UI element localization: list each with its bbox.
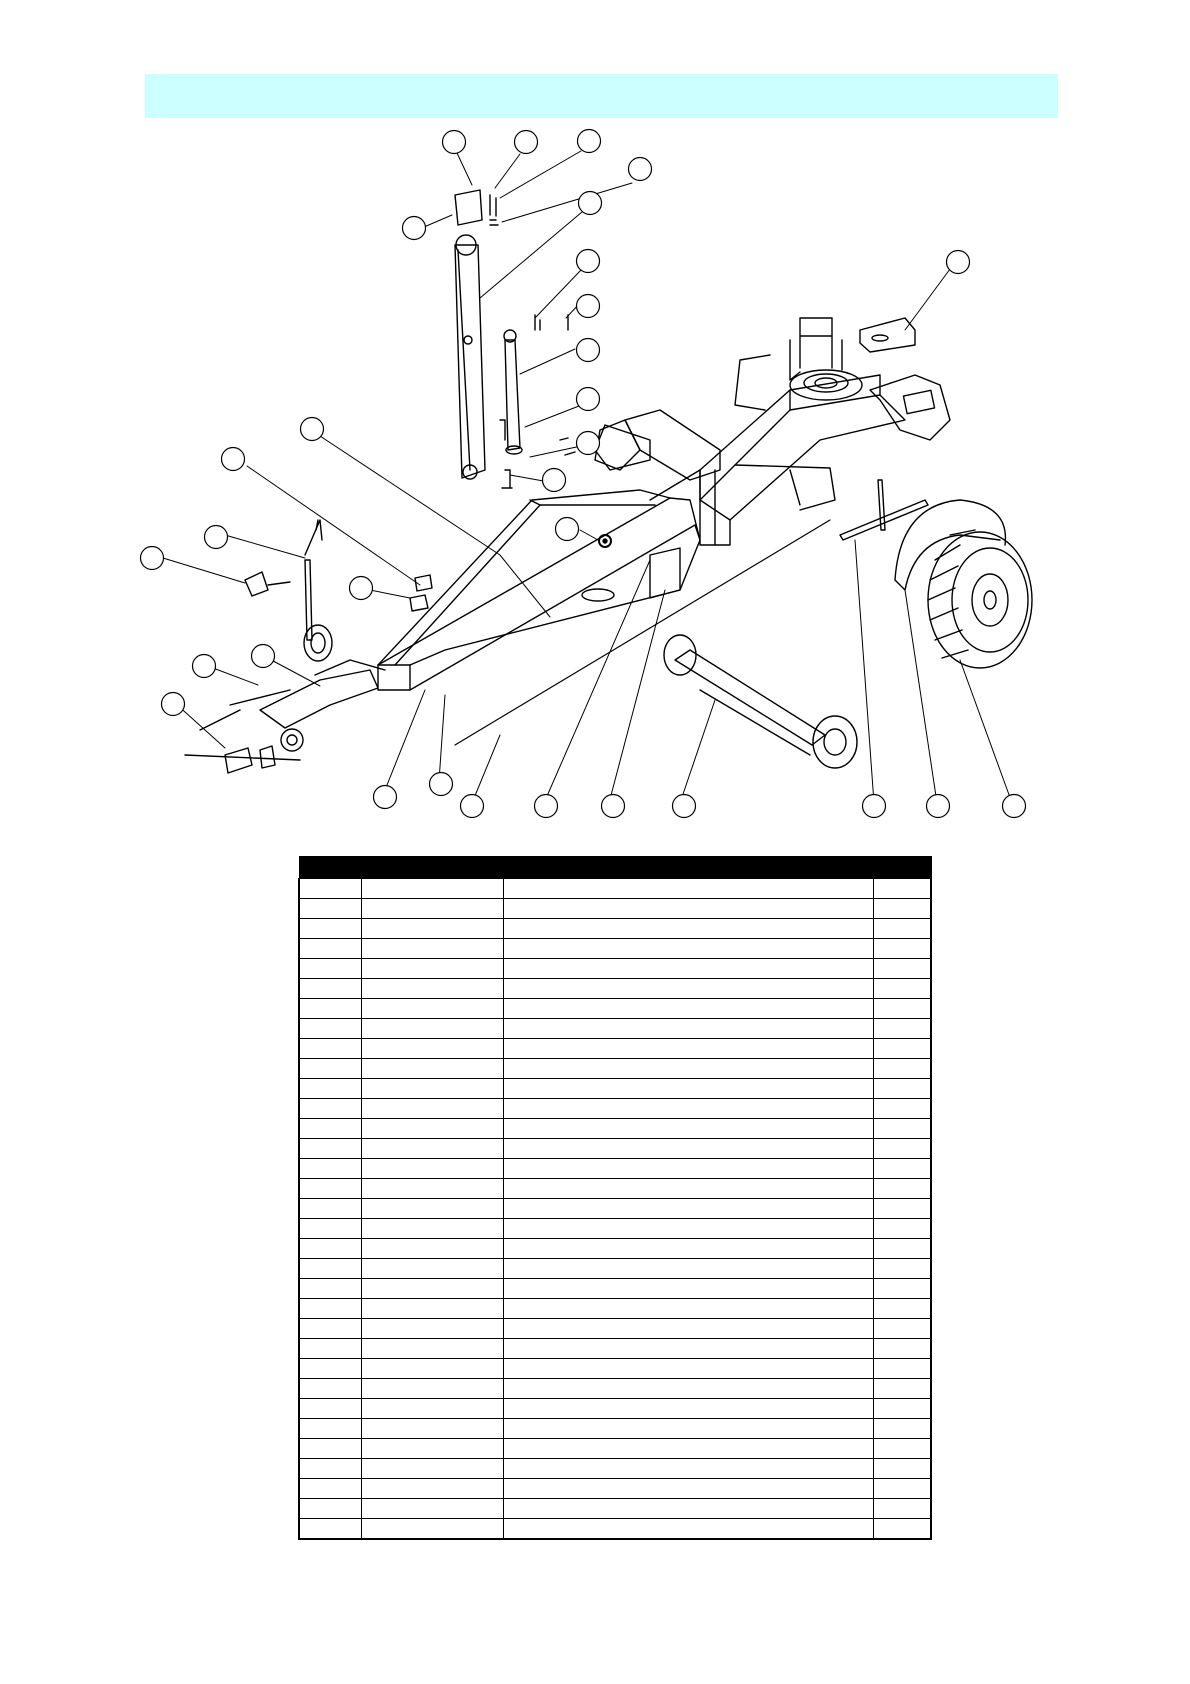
table-cell	[299, 919, 361, 939]
table-cell	[503, 1059, 873, 1079]
table-cell	[503, 1159, 873, 1179]
table-cell	[873, 979, 931, 999]
table-cell	[299, 959, 361, 979]
table-cell	[873, 1479, 931, 1499]
table-cell	[503, 979, 873, 999]
table-cell	[299, 999, 361, 1019]
table-row	[299, 1319, 931, 1339]
table-cell	[299, 1259, 361, 1279]
table-cell	[873, 1159, 931, 1179]
table-cell	[299, 1299, 361, 1319]
table-cell	[503, 1219, 873, 1239]
table-row	[299, 1139, 931, 1159]
table-cell	[299, 1179, 361, 1199]
table-cell	[299, 1219, 361, 1239]
callout-bubble	[577, 250, 600, 273]
table-cell	[503, 1199, 873, 1219]
table-cell	[299, 1039, 361, 1059]
table-row	[299, 1159, 931, 1179]
table-cell	[361, 1359, 503, 1379]
table-cell	[873, 919, 931, 939]
table-cell	[873, 1099, 931, 1119]
table-cell	[503, 1259, 873, 1279]
table-row	[299, 1059, 931, 1079]
table-cell	[361, 1459, 503, 1479]
table-cell	[503, 1339, 873, 1359]
table-cell	[873, 1039, 931, 1059]
table-cell	[503, 1279, 873, 1299]
callout-bubble	[301, 418, 324, 441]
callout-bubble	[443, 131, 466, 154]
table-cell	[503, 1239, 873, 1259]
table-row	[299, 1119, 931, 1139]
table-cell	[361, 1419, 503, 1439]
parts-table-body	[299, 879, 931, 1540]
table-cell	[361, 1319, 503, 1339]
table-cell	[873, 1059, 931, 1079]
table-cell	[299, 1379, 361, 1399]
table-cell	[503, 899, 873, 919]
table-cell	[873, 1379, 931, 1399]
table-cell	[873, 1399, 931, 1419]
callout-bubble	[577, 295, 600, 318]
table-cell	[873, 1119, 931, 1139]
callout-bubble	[403, 217, 426, 240]
table-cell	[503, 1079, 873, 1099]
table-cell	[503, 1459, 873, 1479]
table-cell	[503, 1419, 873, 1439]
callout-bubble	[577, 432, 600, 455]
table-cell	[299, 1439, 361, 1459]
table-cell	[503, 1119, 873, 1139]
table-row	[299, 1299, 931, 1319]
table-cell	[361, 1159, 503, 1179]
table-cell	[361, 1299, 503, 1319]
table-cell	[361, 1119, 503, 1139]
a-frame-drawbar	[378, 470, 700, 690]
table-row	[299, 899, 931, 919]
callout-bubble	[927, 795, 950, 818]
table-cell	[503, 1399, 873, 1419]
table-cell	[299, 1239, 361, 1259]
table-cell	[299, 879, 361, 899]
table-header-row	[299, 857, 931, 879]
table-row	[299, 1079, 931, 1099]
parts-list-table	[298, 856, 932, 1540]
callout-bubble	[350, 577, 373, 600]
table-row	[299, 1279, 931, 1299]
table-cell	[503, 959, 873, 979]
table-cell	[873, 899, 931, 919]
table-cell	[361, 1279, 503, 1299]
table-cell	[299, 1159, 361, 1179]
table-cell	[299, 979, 361, 999]
table-cell	[361, 1019, 503, 1039]
table-row	[299, 1219, 931, 1239]
table-cell	[873, 1359, 931, 1379]
table-cell	[503, 1039, 873, 1059]
table-cell	[503, 1379, 873, 1399]
table-row	[299, 1439, 931, 1459]
table-cell	[361, 1339, 503, 1359]
table-cell	[873, 1499, 931, 1519]
column-header	[873, 857, 931, 879]
table-row	[299, 1459, 931, 1479]
table-cell	[873, 1439, 931, 1459]
table-row	[299, 1479, 931, 1499]
table-row	[299, 1379, 931, 1399]
table-cell	[873, 999, 931, 1019]
table-cell	[299, 1139, 361, 1159]
callout-bubble	[1003, 795, 1026, 818]
brace-bracket	[840, 480, 928, 540]
table-cell	[361, 1239, 503, 1259]
leader-lines	[163, 151, 1012, 803]
table-cell	[299, 1079, 361, 1099]
table-row	[299, 1419, 931, 1439]
table-row	[299, 979, 931, 999]
table-cell	[873, 1299, 931, 1319]
hitch-coupler	[185, 572, 385, 773]
table-cell	[299, 1099, 361, 1119]
callout-bubble	[162, 693, 185, 716]
table-row	[299, 1099, 931, 1119]
table-row	[299, 879, 931, 899]
table-cell	[299, 1359, 361, 1379]
table-cell	[361, 1399, 503, 1419]
table-cell	[361, 1379, 503, 1399]
jack-stand	[304, 520, 332, 661]
column-header	[361, 857, 503, 879]
table-cell	[503, 1499, 873, 1519]
table-cell	[299, 939, 361, 959]
table-row	[299, 1359, 931, 1379]
table-cell	[503, 1099, 873, 1119]
table-row	[299, 1199, 931, 1219]
table-cell	[361, 1179, 503, 1199]
table-cell	[503, 939, 873, 959]
lift-arm	[455, 190, 498, 479]
table-row	[299, 1519, 931, 1540]
table-cell	[503, 879, 873, 899]
callout-bubble	[222, 448, 245, 471]
callout-bubble	[577, 388, 600, 411]
table-cell	[503, 1319, 873, 1339]
table-cell	[503, 1439, 873, 1459]
callout-bubble	[193, 655, 216, 678]
table-row	[299, 1019, 931, 1039]
table-cell	[299, 1199, 361, 1219]
callout-bubble	[141, 547, 164, 570]
callout-bubble	[556, 518, 579, 541]
table-row	[299, 959, 931, 979]
table-cell	[361, 1199, 503, 1219]
table-cell	[503, 1139, 873, 1159]
table-row	[299, 1499, 931, 1519]
table-cell	[299, 1479, 361, 1499]
table-cell	[873, 1279, 931, 1299]
table-row	[299, 1239, 931, 1259]
table-cell	[503, 1299, 873, 1319]
callout-bubble	[374, 786, 397, 809]
table-row	[299, 999, 931, 1019]
table-cell	[299, 1459, 361, 1479]
table-cell	[361, 959, 503, 979]
table-cell	[361, 1259, 503, 1279]
table-cell	[361, 1039, 503, 1059]
table-cell	[873, 1239, 931, 1259]
callout-bubble	[602, 795, 625, 818]
table-row	[299, 1259, 931, 1279]
table-cell	[873, 1259, 931, 1279]
table-row	[299, 919, 931, 939]
table-row	[299, 1339, 931, 1359]
table-cell	[873, 1219, 931, 1239]
table-cell	[299, 1019, 361, 1039]
table-cell	[361, 1219, 503, 1239]
table-cell	[361, 879, 503, 899]
axle-assembly	[664, 635, 857, 768]
table-row	[299, 1179, 931, 1199]
table-cell	[361, 1439, 503, 1459]
table-cell	[299, 1419, 361, 1439]
column-header	[299, 857, 361, 879]
callout-bubble	[579, 192, 602, 215]
table-cell	[873, 1319, 931, 1339]
table-cell	[299, 899, 361, 919]
table-cell	[361, 899, 503, 919]
table-cell	[873, 1019, 931, 1039]
callout-bubble	[577, 339, 600, 362]
table-cell	[873, 1519, 931, 1540]
table-cell	[503, 1359, 873, 1379]
table-cell	[299, 1279, 361, 1299]
table-cell	[873, 1179, 931, 1199]
table-cell	[299, 1319, 361, 1339]
table-cell	[873, 879, 931, 899]
table-cell	[503, 1179, 873, 1199]
table-cell	[873, 1459, 931, 1479]
table-cell	[361, 1099, 503, 1119]
table-cell	[503, 1479, 873, 1499]
callout-bubble	[543, 469, 566, 492]
table-cell	[299, 1339, 361, 1359]
hydraulic-cylinder	[500, 315, 575, 488]
table-cell	[361, 919, 503, 939]
table-row	[299, 1039, 931, 1059]
callout-bubble	[673, 795, 696, 818]
table-cell	[299, 1399, 361, 1419]
table-cell	[873, 1339, 931, 1359]
callout-bubble	[629, 158, 652, 181]
table-cell	[299, 1499, 361, 1519]
table-cell	[503, 999, 873, 1019]
table-cell	[503, 1519, 873, 1540]
table-cell	[299, 1119, 361, 1139]
table-row	[299, 1399, 931, 1419]
table-cell	[361, 1139, 503, 1159]
table-cell	[873, 1139, 931, 1159]
callout-bubble	[515, 131, 538, 154]
table-cell	[361, 999, 503, 1019]
table-cell	[873, 959, 931, 979]
table-cell	[361, 939, 503, 959]
callout-bubble	[205, 526, 228, 549]
table-cell	[299, 1519, 361, 1540]
table-cell	[873, 1419, 931, 1439]
table-cell	[361, 979, 503, 999]
callout-bubble	[535, 795, 558, 818]
top-plate	[860, 318, 915, 352]
table-row	[299, 939, 931, 959]
column-header	[503, 857, 873, 879]
table-cell	[361, 1479, 503, 1499]
callout-bubble	[252, 645, 275, 668]
table-cell	[361, 1519, 503, 1540]
table-cell	[873, 1199, 931, 1219]
callout-bubble	[863, 795, 886, 818]
callout-bubble	[461, 795, 484, 818]
table-cell	[361, 1499, 503, 1519]
table-cell	[361, 1079, 503, 1099]
table-cell	[503, 919, 873, 939]
table-cell	[873, 1079, 931, 1099]
callout-bubble	[430, 773, 453, 796]
callout-bubble	[578, 130, 601, 153]
callout-bubble	[947, 251, 970, 274]
table-cell	[873, 939, 931, 959]
wheel-tyre	[928, 530, 1032, 668]
table-cell	[503, 1019, 873, 1039]
table-cell	[299, 1059, 361, 1079]
table-cell	[361, 1059, 503, 1079]
